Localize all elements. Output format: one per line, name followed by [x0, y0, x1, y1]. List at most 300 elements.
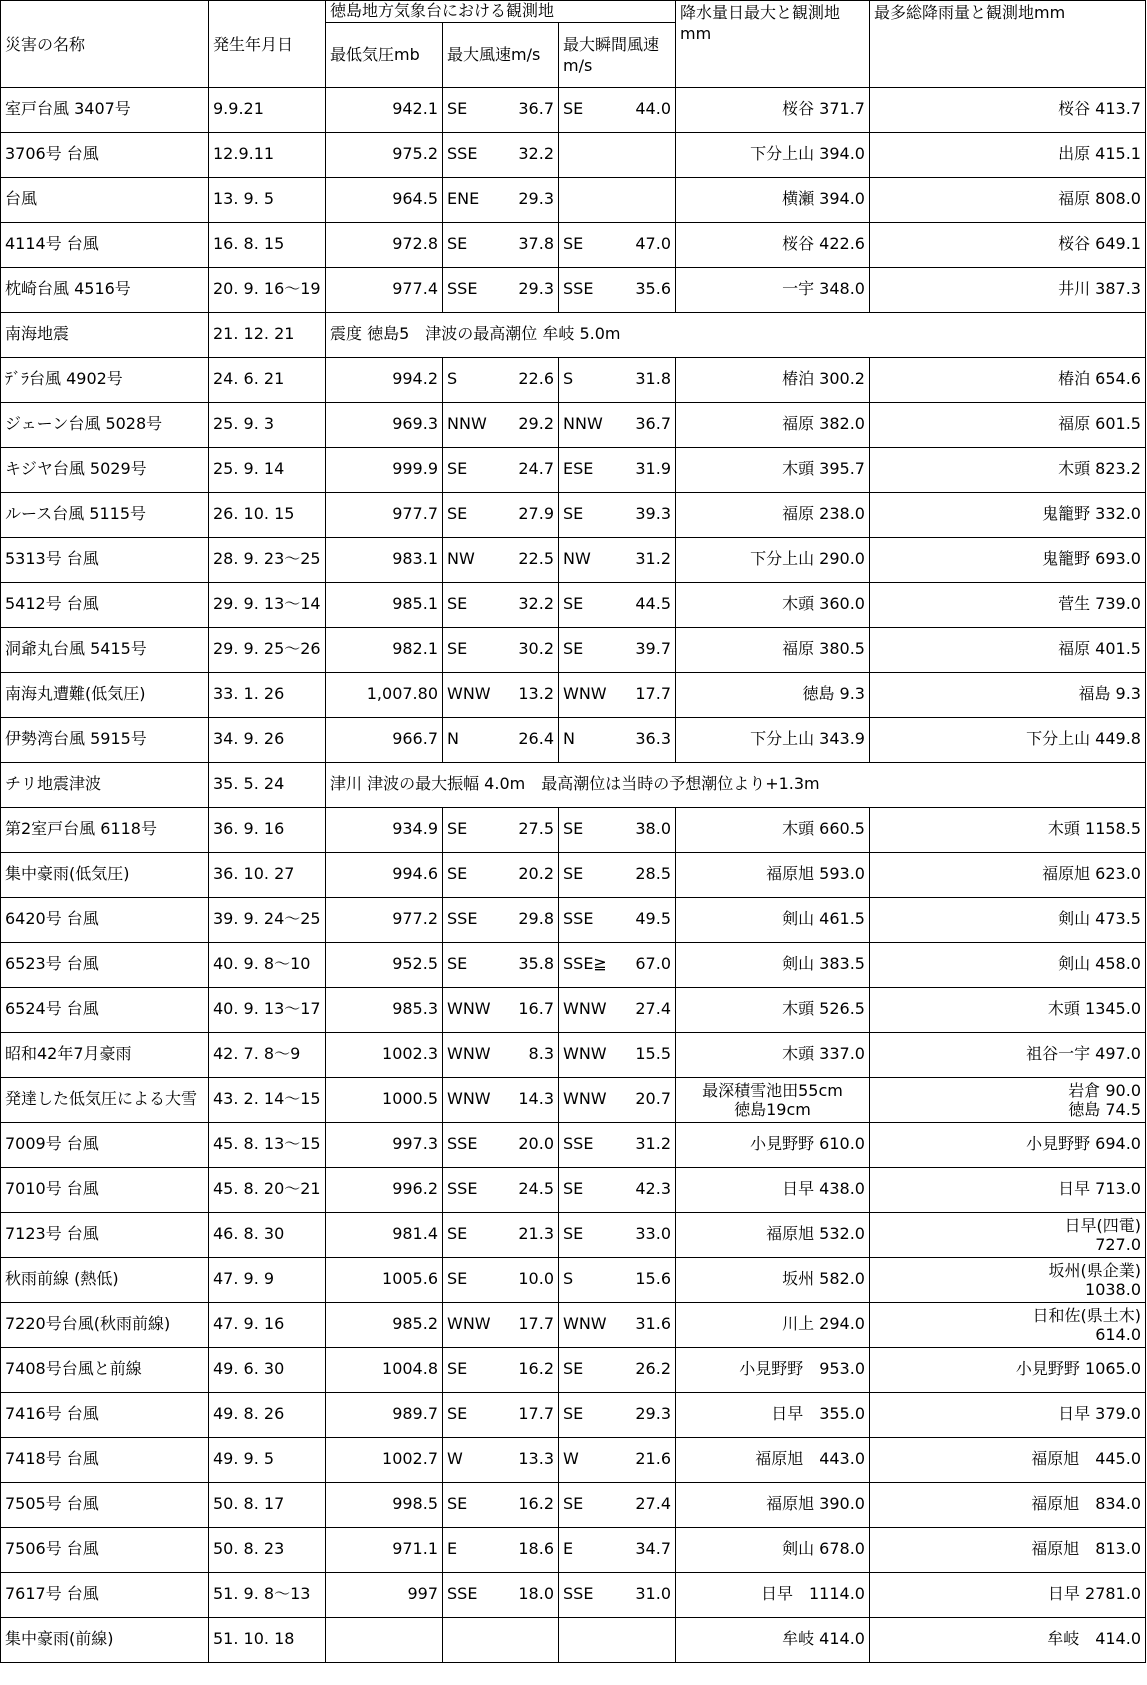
min-pressure: 1002.3	[326, 1032, 443, 1077]
daily-max-rain: 桜谷 422.6	[676, 222, 870, 267]
table-row	[1, 312, 1146, 357]
daily-max-rain: 牟岐 414.0	[676, 1617, 870, 1662]
gust-direction: SSE	[563, 279, 594, 299]
max-gust-cell	[559, 447, 676, 492]
header-total-rain: 最多総降雨量と観測地mm	[870, 1, 1146, 88]
gust-direction: SE	[563, 1179, 584, 1199]
gust-direction: WNW	[563, 999, 607, 1019]
disaster-name: 第2室戸台風 6118号	[1, 807, 209, 852]
disaster-name: 7506号 台風	[1, 1527, 209, 1572]
header-gust: 最大瞬間風速m/s	[559, 22, 676, 87]
total-rain: 福島 9.3	[870, 672, 1146, 717]
gust-speed: 27.4	[635, 999, 671, 1019]
daily-max-rain: 下分上山 394.0	[676, 132, 870, 177]
total-rain: 岩倉 90.0 徳島 74.5	[870, 1077, 1146, 1122]
gust-speed: 29.3	[635, 1404, 671, 1424]
min-pressure: 985.1	[326, 582, 443, 627]
disaster-name: 6420号 台風	[1, 897, 209, 942]
gust-direction: SSE≧	[563, 954, 607, 974]
max-gust-cell	[559, 897, 676, 942]
gust-speed: 39.7	[635, 639, 671, 659]
daily-max-rain: 剣山 678.0	[676, 1527, 870, 1572]
min-pressure: 934.9	[326, 807, 443, 852]
occurrence-date: 36. 9. 16	[209, 807, 326, 852]
wind-speed: 13.2	[518, 684, 554, 704]
min-pressure: 1005.6	[326, 1257, 443, 1302]
gust-direction: SE	[563, 1494, 584, 1514]
gust-speed: 31.2	[635, 1134, 671, 1154]
header-date: 発生年月日	[209, 1, 326, 88]
wind-speed: 36.7	[518, 99, 554, 119]
max-wind-cell	[443, 987, 559, 1032]
min-pressure: 942.1	[326, 87, 443, 132]
gust-direction: ESE	[563, 459, 594, 479]
wind-direction: SSE	[447, 1134, 478, 1154]
daily-max-rain: 福原旭 532.0	[676, 1212, 870, 1257]
total-rain: 福原 808.0	[870, 177, 1146, 222]
occurrence-date: 9.9.21	[209, 87, 326, 132]
wind-direction: SE	[447, 459, 468, 479]
wind-direction: SSE	[447, 909, 478, 929]
wind-speed: 27.9	[518, 504, 554, 524]
gust-speed: 31.6	[635, 1314, 671, 1334]
occurrence-date: 24. 6. 21	[209, 357, 326, 402]
daily-max-rain: 横瀬 394.0	[676, 177, 870, 222]
total-rain: 木頭 1158.5	[870, 807, 1146, 852]
gust-direction: W	[563, 1449, 579, 1469]
occurrence-date: 51. 9. 8～13	[209, 1572, 326, 1617]
gust-direction: SE	[563, 639, 584, 659]
daily-max-rain: 木頭 395.7	[676, 447, 870, 492]
gust-direction: WNW	[563, 1314, 607, 1334]
max-gust-cell	[559, 492, 676, 537]
max-wind-cell	[443, 672, 559, 717]
observation-note: 震度 徳島5 津波の最高潮位 牟岐 5.0m	[326, 312, 1146, 357]
min-pressure: 969.3	[326, 402, 443, 447]
gust-direction: S	[563, 1269, 574, 1289]
total-rain: 鬼籠野 332.0	[870, 492, 1146, 537]
max-gust-cell	[559, 132, 676, 177]
table-row	[1, 942, 1146, 987]
wind-direction: SE	[447, 504, 468, 524]
min-pressure: 997	[326, 1572, 443, 1617]
max-wind-cell	[443, 1437, 559, 1482]
max-gust-cell	[559, 1302, 676, 1347]
table-row	[1, 897, 1146, 942]
max-gust-cell	[559, 807, 676, 852]
gust-direction: NNW	[563, 414, 603, 434]
occurrence-date: 25. 9. 14	[209, 447, 326, 492]
table-row	[1, 1032, 1146, 1077]
total-rain: 日早 713.0	[870, 1167, 1146, 1212]
total-rain: 下分上山 449.8	[870, 717, 1146, 762]
table-row	[1, 1527, 1146, 1572]
occurrence-date: 50. 8. 23	[209, 1527, 326, 1572]
wind-direction: WNW	[447, 1044, 491, 1064]
wind-direction: SE	[447, 1359, 468, 1379]
max-gust-cell	[559, 402, 676, 447]
occurrence-date: 33. 1. 26	[209, 672, 326, 717]
table-row	[1, 357, 1146, 402]
gust-direction: SE	[563, 819, 584, 839]
max-gust-cell	[559, 357, 676, 402]
disaster-name: 6523号 台風	[1, 942, 209, 987]
min-pressure: 981.4	[326, 1212, 443, 1257]
daily-max-rain: 剣山 383.5	[676, 942, 870, 987]
wind-speed: 13.3	[518, 1449, 554, 1469]
occurrence-date: 42. 7. 8～9	[209, 1032, 326, 1077]
wind-speed: 21.3	[518, 1224, 554, 1244]
max-wind-cell	[443, 627, 559, 672]
min-pressure: 985.3	[326, 987, 443, 1032]
total-rain: 日早(四電) 727.0	[870, 1212, 1146, 1257]
max-wind-cell	[443, 1392, 559, 1437]
gust-speed: 31.0	[635, 1584, 671, 1604]
max-gust-cell	[559, 582, 676, 627]
wind-speed: 18.0	[518, 1584, 554, 1604]
gust-direction: NW	[563, 549, 591, 569]
total-rain: 坂州(県企業) 1038.0	[870, 1257, 1146, 1302]
daily-max-rain: 福原旭 443.0	[676, 1437, 870, 1482]
max-wind-cell	[443, 852, 559, 897]
wind-direction: WNW	[447, 684, 491, 704]
table-row	[1, 762, 1146, 807]
total-rain: 剣山 473.5	[870, 897, 1146, 942]
disaster-name: 洞爺丸台風 5415号	[1, 627, 209, 672]
max-gust-cell	[559, 1392, 676, 1437]
min-pressure: 977.2	[326, 897, 443, 942]
gust-direction: SE	[563, 594, 584, 614]
table-row	[1, 1122, 1146, 1167]
max-gust-cell	[559, 1212, 676, 1257]
table-row	[1, 222, 1146, 267]
min-pressure: 966.7	[326, 717, 443, 762]
gust-direction: N	[563, 729, 575, 749]
min-pressure: 1,007.80	[326, 672, 443, 717]
occurrence-date: 13. 9. 5	[209, 177, 326, 222]
disaster-name: 秋雨前線 (熱低)	[1, 1257, 209, 1302]
min-pressure: 975.2	[326, 132, 443, 177]
table-row	[1, 1392, 1146, 1437]
wind-direction: SE	[447, 99, 468, 119]
occurrence-date: 45. 8. 20～21	[209, 1167, 326, 1212]
wind-speed: 24.7	[518, 459, 554, 479]
wind-direction: SE	[447, 1269, 468, 1289]
wind-direction: W	[447, 1449, 463, 1469]
gust-direction: SSE	[563, 1584, 594, 1604]
wind-direction: SSE	[447, 1584, 478, 1604]
daily-max-rain: 最深積雪池田55cm 徳島19cm	[676, 1077, 870, 1122]
gust-speed: 31.2	[635, 549, 671, 569]
min-pressure: 989.7	[326, 1392, 443, 1437]
total-rain: 福原 601.5	[870, 402, 1146, 447]
gust-direction: SE	[563, 504, 584, 524]
disaster-name: 伊勢湾台風 5915号	[1, 717, 209, 762]
wind-direction: SE	[447, 234, 468, 254]
max-wind-cell	[443, 87, 559, 132]
table-row	[1, 87, 1146, 132]
min-pressure: 985.2	[326, 1302, 443, 1347]
disaster-name: 南海地震	[1, 312, 209, 357]
disaster-name: ジェーン台風 5028号	[1, 402, 209, 447]
table-row	[1, 807, 1146, 852]
daily-max-rain: 日早 355.0	[676, 1392, 870, 1437]
wind-direction: SSE	[447, 279, 478, 299]
max-wind-cell	[443, 1257, 559, 1302]
daily-max-rain: 福原 382.0	[676, 402, 870, 447]
wind-direction: WNW	[447, 1089, 491, 1109]
occurrence-date: 16. 8. 15	[209, 222, 326, 267]
total-rain: 桜谷 649.1	[870, 222, 1146, 267]
disaster-name: ルース台風 5115号	[1, 492, 209, 537]
max-wind-cell	[443, 717, 559, 762]
gust-speed: 42.3	[635, 1179, 671, 1199]
total-rain: 井川 387.3	[870, 267, 1146, 312]
max-gust-cell	[559, 717, 676, 762]
gust-direction: SE	[563, 1359, 584, 1379]
max-wind-cell	[443, 1212, 559, 1257]
max-gust-cell	[559, 1527, 676, 1572]
occurrence-date: 49. 6. 30	[209, 1347, 326, 1392]
disaster-name: 5313号 台風	[1, 537, 209, 582]
max-gust-cell	[559, 672, 676, 717]
wind-speed: 30.2	[518, 639, 554, 659]
table-row	[1, 447, 1146, 492]
daily-max-rain: 下分上山 290.0	[676, 537, 870, 582]
daily-max-rain: 木頭 337.0	[676, 1032, 870, 1077]
gust-speed: 38.0	[635, 819, 671, 839]
daily-max-rain: 小見野野 610.0	[676, 1122, 870, 1167]
occurrence-date: 12.9.11	[209, 132, 326, 177]
gust-direction: WNW	[563, 1089, 607, 1109]
disaster-name: 7408号台風と前線	[1, 1347, 209, 1392]
header-row-1	[1, 1, 1146, 23]
max-gust-cell	[559, 537, 676, 582]
max-wind-cell	[443, 1122, 559, 1167]
max-gust-cell	[559, 1032, 676, 1077]
wind-speed: 17.7	[518, 1314, 554, 1334]
table-row	[1, 1077, 1146, 1122]
max-wind-cell	[443, 807, 559, 852]
gust-speed: 44.0	[635, 99, 671, 119]
total-rain: 福原 401.5	[870, 627, 1146, 672]
max-gust-cell	[559, 267, 676, 312]
disaster-name: 7009号 台風	[1, 1122, 209, 1167]
min-pressure: 972.8	[326, 222, 443, 267]
min-pressure: 998.5	[326, 1482, 443, 1527]
occurrence-date: 28. 9. 23～25	[209, 537, 326, 582]
table-row	[1, 1347, 1146, 1392]
occurrence-date: 25. 9. 3	[209, 402, 326, 447]
max-wind-cell	[443, 267, 559, 312]
wind-direction: N	[447, 729, 459, 749]
gust-speed: 17.7	[635, 684, 671, 704]
max-wind-cell	[443, 1617, 559, 1662]
wind-speed: 29.2	[518, 414, 554, 434]
total-rain: 小見野野 1065.0	[870, 1347, 1146, 1392]
total-rain: 桜谷 413.7	[870, 87, 1146, 132]
disaster-name: 7617号 台風	[1, 1572, 209, 1617]
wind-speed: 14.3	[518, 1089, 554, 1109]
gust-speed: 49.5	[635, 909, 671, 929]
max-wind-cell	[443, 1527, 559, 1572]
gust-speed: 47.0	[635, 234, 671, 254]
min-pressure: 997.3	[326, 1122, 443, 1167]
wind-direction: NNW	[447, 414, 487, 434]
max-wind-cell	[443, 1572, 559, 1617]
table-row	[1, 1257, 1146, 1302]
wind-speed: 26.4	[518, 729, 554, 749]
occurrence-date: 39. 9. 24～25	[209, 897, 326, 942]
disaster-name: 7220号台風(秋雨前線)	[1, 1302, 209, 1347]
disaster-name: チリ地震津波	[1, 762, 209, 807]
total-rain: 出原 415.1	[870, 132, 1146, 177]
daily-max-rain: 木頭 660.5	[676, 807, 870, 852]
daily-max-rain: 桜谷 371.7	[676, 87, 870, 132]
max-gust-cell	[559, 87, 676, 132]
occurrence-date: 40. 9. 8～10	[209, 942, 326, 987]
max-gust-cell	[559, 1257, 676, 1302]
disaster-name: 7416号 台風	[1, 1392, 209, 1437]
disaster-name: 発達した低気圧による大雪	[1, 1077, 209, 1122]
occurrence-date: 49. 8. 26	[209, 1392, 326, 1437]
wind-speed: 8.3	[528, 1044, 554, 1064]
occurrence-date: 47. 9. 16	[209, 1302, 326, 1347]
wind-speed: 22.6	[518, 369, 554, 389]
total-rain: 木頭 823.2	[870, 447, 1146, 492]
max-gust-cell	[559, 1482, 676, 1527]
min-pressure: 996.2	[326, 1167, 443, 1212]
gust-speed: 15.5	[635, 1044, 671, 1064]
daily-max-rain: 川上 294.0	[676, 1302, 870, 1347]
daily-max-rain: 福原 380.5	[676, 627, 870, 672]
max-wind-cell	[443, 177, 559, 222]
table-row	[1, 1617, 1146, 1662]
occurrence-date: 26. 10. 15	[209, 492, 326, 537]
disaster-name: 7418号 台風	[1, 1437, 209, 1482]
occurrence-date: 29. 9. 13～14	[209, 582, 326, 627]
occurrence-date: 49. 9. 5	[209, 1437, 326, 1482]
occurrence-date: 40. 9. 13～17	[209, 987, 326, 1032]
daily-max-rain: 徳島 9.3	[676, 672, 870, 717]
wind-speed: 27.5	[518, 819, 554, 839]
table-row	[1, 672, 1146, 717]
min-pressure: 994.6	[326, 852, 443, 897]
wind-direction: SSE	[447, 144, 478, 164]
observation-note: 津川 津波の最大振幅 4.0m 最高潮位は当時の予想潮位より+1.3m	[326, 762, 1146, 807]
max-wind-cell	[443, 447, 559, 492]
gust-speed: 39.3	[635, 504, 671, 524]
daily-max-rain: 一宇 348.0	[676, 267, 870, 312]
min-pressure: 1000.5	[326, 1077, 443, 1122]
total-rain: 日早 379.0	[870, 1392, 1146, 1437]
max-wind-cell	[443, 222, 559, 267]
daily-max-rain: 福原旭 390.0	[676, 1482, 870, 1527]
total-rain: 小見野野 694.0	[870, 1122, 1146, 1167]
wind-direction: SE	[447, 864, 468, 884]
occurrence-date: 36. 10. 27	[209, 852, 326, 897]
wind-direction: WNW	[447, 1314, 491, 1334]
total-rain: 日和佐(県土木) 614.0	[870, 1302, 1146, 1347]
total-rain: 木頭 1345.0	[870, 987, 1146, 1032]
max-wind-cell	[443, 1077, 559, 1122]
max-wind-cell	[443, 1032, 559, 1077]
max-wind-cell	[443, 942, 559, 987]
gust-direction: SE	[563, 99, 584, 119]
gust-speed: 26.2	[635, 1359, 671, 1379]
gust-speed: 67.0	[635, 954, 671, 974]
gust-speed: 20.7	[635, 1089, 671, 1109]
wind-speed: 16.2	[518, 1359, 554, 1379]
table-row	[1, 582, 1146, 627]
max-gust-cell	[559, 1437, 676, 1482]
daily-max-rain: 椿泊 300.2	[676, 357, 870, 402]
max-wind-cell	[443, 357, 559, 402]
max-wind-cell	[443, 1167, 559, 1212]
occurrence-date: 43. 2. 14～15	[209, 1077, 326, 1122]
disaster-name: 台風	[1, 177, 209, 222]
min-pressure: 999.9	[326, 447, 443, 492]
occurrence-date: 45. 8. 13～15	[209, 1122, 326, 1167]
wind-direction: S	[447, 369, 458, 389]
table-row	[1, 1167, 1146, 1212]
table-row	[1, 132, 1146, 177]
wind-speed: 16.2	[518, 1494, 554, 1514]
daily-max-rain: 福原旭 593.0	[676, 852, 870, 897]
min-pressure: 982.1	[326, 627, 443, 672]
wind-speed: 24.5	[518, 1179, 554, 1199]
disaster-name: 6524号 台風	[1, 987, 209, 1032]
max-gust-cell	[559, 852, 676, 897]
total-rain: 剣山 458.0	[870, 942, 1146, 987]
gust-speed: 36.7	[635, 414, 671, 434]
gust-direction: WNW	[563, 1044, 607, 1064]
header-observation-group: 徳島地方気象台における観測地	[326, 1, 676, 23]
min-pressure: 1002.7	[326, 1437, 443, 1482]
disaster-name: ﾃﾞﾗ台風 4902号	[1, 357, 209, 402]
wind-direction: SE	[447, 1224, 468, 1244]
table-row	[1, 537, 1146, 582]
disaster-name: 枕崎台風 4516号	[1, 267, 209, 312]
gust-speed: 28.5	[635, 864, 671, 884]
max-wind-cell	[443, 402, 559, 447]
max-gust-cell	[559, 987, 676, 1032]
occurrence-date: 21. 12. 21	[209, 312, 326, 357]
table-row	[1, 627, 1146, 672]
wind-direction: E	[447, 1539, 458, 1559]
max-gust-cell	[559, 1617, 676, 1662]
disaster-name: 集中豪雨(前線)	[1, 1617, 209, 1662]
wind-speed: 32.2	[518, 144, 554, 164]
wind-direction: ENE	[447, 189, 480, 209]
disaster-name: 7010号 台風	[1, 1167, 209, 1212]
table-row	[1, 1212, 1146, 1257]
gust-speed: 44.5	[635, 594, 671, 614]
table-row	[1, 177, 1146, 222]
daily-max-rain: 日早 438.0	[676, 1167, 870, 1212]
max-wind-cell	[443, 582, 559, 627]
gust-speed: 27.4	[635, 1494, 671, 1514]
wind-direction: SE	[447, 1404, 468, 1424]
max-gust-cell	[559, 1347, 676, 1392]
gust-direction: S	[563, 369, 574, 389]
table-row	[1, 1437, 1146, 1482]
wind-speed: 29.8	[518, 909, 554, 929]
gust-speed: 33.0	[635, 1224, 671, 1244]
table-row	[1, 267, 1146, 312]
min-pressure: 977.4	[326, 267, 443, 312]
header-wind: 最大風速m/s	[443, 22, 559, 87]
